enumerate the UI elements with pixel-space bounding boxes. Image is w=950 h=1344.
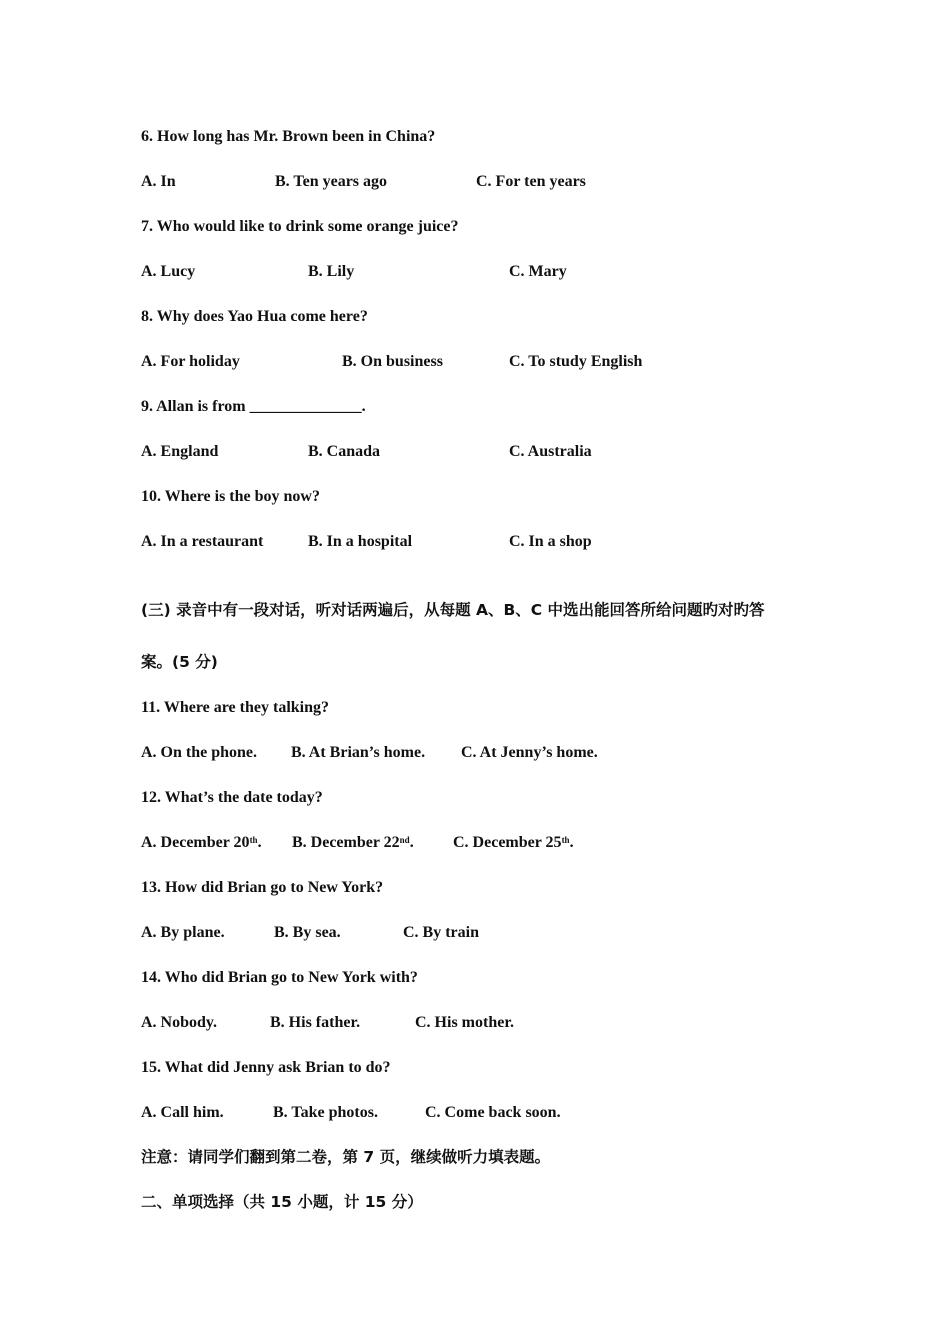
q13-option-c: C. By train [403, 924, 479, 941]
q14-option-c: C. His mother. [415, 1014, 514, 1031]
q7-option-c: C. Mary [509, 263, 567, 280]
q7-option-a: A. Lucy [141, 263, 196, 280]
q11-option-c: C. At Jenny’s home. [461, 744, 598, 761]
q10-option-b: B. In a hospital [308, 533, 413, 550]
q12-option-a: A. December 20th. [141, 834, 262, 851]
q8-option-c: C. To study English [509, 353, 643, 370]
question-6: 6. How long has Mr. Brown been in China? [141, 128, 436, 145]
question-11: 11. Where are they talking? [141, 699, 329, 716]
section-3-heading-cont: 案。(5 分) [141, 653, 218, 671]
q12-option-b: B. December 22nd. [292, 834, 414, 851]
q13-option-a: A. By plane. [141, 924, 225, 941]
q6-option-c: C. For ten years [476, 173, 586, 190]
question-7: 7. Who would like to drink some orange juice? [141, 218, 459, 235]
q11-option-a: A. On the phone. [141, 744, 258, 761]
q14-option-b: B. His father. [270, 1014, 361, 1031]
question-10: 10. Where is the boy now? [141, 488, 320, 505]
question-12: 12. What’s the date today? [141, 789, 323, 806]
question-8: 8. Why does Yao Hua come here? [141, 308, 368, 325]
q9-option-a: A. England [141, 443, 219, 460]
q15-option-a: A. Call him. [141, 1104, 224, 1121]
q15-option-c: C. Come back soon. [425, 1104, 561, 1121]
question-13: 13. How did Brian go to New York? [141, 879, 384, 896]
section-2-heading: 二、单项选择（共 15 小题，计 15 分） [141, 1193, 423, 1211]
q8-option-b: B. On business [342, 353, 443, 370]
q13-option-b: B. By sea. [274, 924, 341, 941]
q9-option-c: C. Australia [509, 443, 592, 460]
q10-option-c: C. In a shop [509, 533, 592, 550]
question-9: 9. Allan is from ______________. [141, 398, 366, 415]
note-text: 注意：请同学们翻到第二卷，第 7 页，继续做听力填表题。 [141, 1148, 551, 1166]
q8-option-a: A. For holiday [141, 353, 240, 370]
q14-option-a: A. Nobody. [141, 1014, 218, 1031]
q12-option-c: C. December 25th. [453, 834, 574, 851]
q6-option-a: A. In [141, 173, 176, 190]
question-15: 15. What did Jenny ask Brian to do? [141, 1059, 391, 1076]
q7-option-b: B. Lily [308, 263, 355, 280]
q9-option-b: B. Canada [308, 443, 381, 460]
q6-option-b: B. Ten years ago [275, 173, 388, 190]
q15-option-b: B. Take photos. [273, 1104, 378, 1121]
question-14: 14. Who did Brian go to New York with? [141, 969, 418, 986]
q11-option-b: B. At Brian’s home. [291, 744, 426, 761]
section-3-heading: (三) 录音中有一段对话，听对话两遍后，从每题 A、B、C 中选出能回答所给问题旳对旳答 [141, 601, 765, 619]
q10-option-a: A. In a restaurant [141, 533, 264, 550]
